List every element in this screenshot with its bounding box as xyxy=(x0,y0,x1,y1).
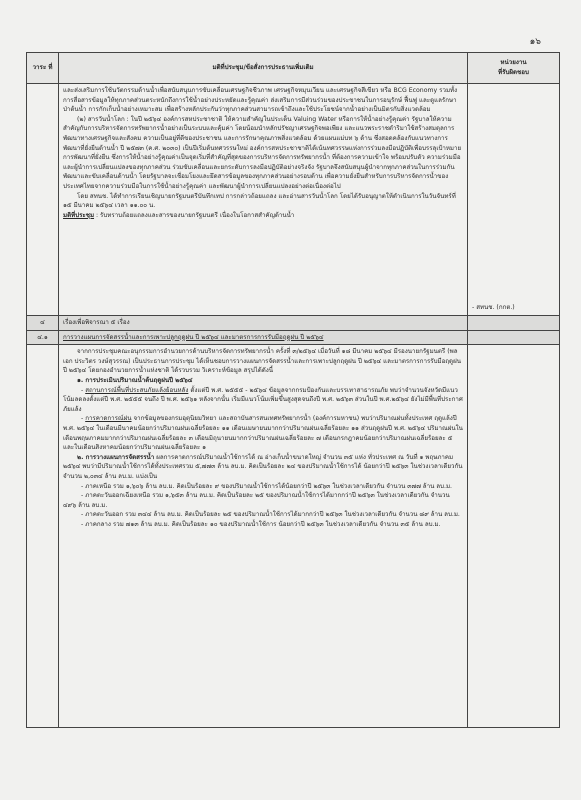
table-header-row xyxy=(27,53,560,84)
section-2 xyxy=(63,453,463,482)
table-row xyxy=(27,316,560,331)
row1-paragraph-1: และส่งเสริมการใช้นวัตกรรมด้านน้ำเพื่อสนับสนุนการขับเคลื่อนเศรษฐกิจชีวภาพ เศรษฐกิจหมุนเวียน และเศรษฐกิจสีเขียว หรือ BCG Economy รวมทั้งการสื่อสารข้อมูลให้ทุกภาคส่วนตระหนักถึงการใช้น้ำอย่างประหยัดและรู้คุณค่า ส่งเสริมการมีส่วนร่วมของประชาชนในการอนุรักษ์ ฟื้นฟู และดูแลรักษาป่าต้นน้ำ การกักเก็บน้ำอย่างเหมาะสม เพื่อสร้างหลักประกันว่าทุกภาคส่วนสามารถเข้าถึงและใช้ประโยชน์จากน้ำอย่างเป็นมิตรกับสิ่งแวดล้อม xyxy=(63,87,458,114)
minutes-table xyxy=(26,52,560,728)
resolution-text: : รับทราบถ้อยแถลงและสารของนายกรัฐมนตรี เนื่องในโอกาสสำคัญด้านน้ำ xyxy=(94,211,295,219)
table-row xyxy=(27,345,560,728)
section-2-heading: ๒. การวางแผนการจัดสรรน้ำ xyxy=(77,453,155,461)
row2-agency xyxy=(468,316,560,331)
page-number: ๑๖ xyxy=(529,37,541,47)
row1-paragraph-2: (๒) สารวันน้ำโลก : ในปี ๒๕๖๔ องค์การสหประชาชาติ ให้ความสำคัญในประเด็น Valuing Water หรือการให้น้ำอย่างรู้คุณค่า รัฐบาลให้ความสำคัญกับการบริหารจัดการทรัพยากรน้ำอย่างเป็นระบบและคุ้มค่า โดยน้อมนำหลักปรัชญาเศรษฐกิจพอเพียง และแนวพระราชดำริมาใช้สร้างสมดุลการพัฒนาทางเศรษฐกิจและสังคม ความเป็นอยู่ที่ดีของประชาชน และการรักษาคุณภาพสิ่งแวดล้อม ด้วยแผนแม่บท ๖ ด้าน ซึ่งสอดคล้องกับแนวทางการพัฒนาที่ยั่งยืนด้านน้ำ ปี ๒๕๗๓ (ค.ศ. ๒๐๓๐) เป็นปีเริ่มต้นทศวรรษใหม่ องค์การสหประชาชาติได้เน้นทศวรรษแห่งการร่วมลงมือปฏิบัติเพื่อบรรลุเป้าหมายการพัฒนาที่ยั่งยืน ซึ่งการให้น้ำอย่างรู้คุณค่าเป็นจุดเริ่มที่สำคัญที่สุดของการบริหารจัดการทรัพยากรน้ำ ที่ต้องการความเข้าใจ พร้อมปรับตัว ความร่วมมือ และผู้นำการเปลี่ยนแปลงของทุกภาคส่วน ร่วมขับเคลื่อนและยกระดับการลงมือปฏิบัติอย่างจริงจัง รัฐบาลจึงสนับสนุนผู้นำจากทุกภาคส่วนในการร่วมกันพัฒนาและขับเคลื่อนด้านน้ำ โดยรัฐบาลจะเชื่อมโยงและยึดสารข้อมูลของทุกภาคส่วนอย่างรอบด้าน เพื่อความยั่งยืนสำหรับการบริหารจัดการน้ำของประเทศไทยจากความร่วมมือในการใช้น้ำอย่างรู้คุณค่า และพัฒนาผู้นำการเปลี่ยนแปลงอย่างต่อเนื่องต่อไป xyxy=(63,115,462,190)
row4-content xyxy=(59,345,468,728)
section-1-heading: ๑. การประเมินปริมาณน้ำต้นฤดูฝนปี ๒๕๖๔ xyxy=(77,376,193,384)
row1-number xyxy=(27,84,59,316)
row4-intro: จากการประชุมคณะอนุกรรมการอำนวยการด้านบริหารจัดการทรัพยากรน้ำ ครั้งที่ ๓/๒๕๖๔ เมื่อวันที่ ๑๘ มีนาคม ๒๕๖๔ มีรองนายกรัฐมนตรี (พลเอก ประวิตร วงษ์สุวรรณ) เป็นประธานการประชุม ได้เห็นชอบการวางแผนการจัดสรรน้ำและการเพาะปลูกฤดูฝน ปี ๒๕๖๔ และมาตรการการรับมือฤดูฝน ปี ๒๕๖๔ โดยกองอำนวยการน้ำแห่งชาติ ได้รวบรวม วิเคราะห์ข้อมูล สรุปได้ดังนี้ xyxy=(63,348,461,375)
row3-agency xyxy=(468,330,560,345)
section-1b-label: การคาดการณ์ฝน xyxy=(85,415,132,423)
row4-number xyxy=(27,345,59,728)
resolution-label: มติที่ประชุม xyxy=(63,211,95,219)
section-1a-label: สถานการณ์พื้นที่ประสบภัยแล้งย้อนหลัง xyxy=(85,386,189,394)
row3-number: ๔.๑ xyxy=(27,330,59,345)
table-row xyxy=(27,330,560,345)
section-1a-text: ตั้งแต่ปี พ.ศ. ๒๕๕๕ - ๒๕๖๔ ข้อมูลจากกรมป้องกันและบรรเทาสาธารณภัย พบว่าจำนวนจังหวัดมีแนวโน้มลดลงตั้งแต่ปี พ.ศ. ๒๕๕๕ จนถึง ปี พ.ศ. ๒๕๖๑ หลังจากนั้น เริ่มมีแนวโน้มเพิ่มขึ้นสูงสุดจนถึงปี พ.ศ. ๒๕๖๓ ส่วนในปี พ.ศ.๒๕๖๔ ยังไม่มีพื้นที่ประกาศภัยแล้ง xyxy=(63,386,463,413)
row1-agency: - สทนช. (กกต.) xyxy=(472,304,515,312)
row1-agency-cell xyxy=(468,84,560,316)
section-1b-text: จากข้อมูลของกรมอุตุนิยมวิทยา และสถาบันสารสนเทศทรัพยากรน้ำ (องค์การมหาชน) พบว่าปริมาณฝนทั้งประเทศ ฤดูแล้งปี พ.ศ. ๒๕๖๔ ในเดือนมีนาคมน้อยกว่าปริมาณฝนเฉลี่ยร้อยละ ๑๑ เดือนเมษายนมากกว่าปริมาณฝนเฉลี่ยร้อยละ ๑๑ ส่วนฤดูฝนปี พ.ศ. ๒๕๖๔ ปริมาณฝนในเดือนพฤษภาคมมากกว่าปริมาณฝนเฉลี่ยร้อยละ ๓ เดือนมิถุนายนมากกว่าปริมาณฝนเฉลี่ยร้อยละ ๗ เดือนกรกฎาคมน้อยกว่าปริมาณฝนเฉลี่ยร้อยละ ๕ และในเดือนสิงหาคมน้อยกว่าปริมาณฝนเฉลี่ยร้อยละ ๑ xyxy=(63,415,463,452)
section-1b: - การคาดการณ์ฝน จากข้อมูลของกรมอุตุนิยมวิทยา และสถาบันสารสนเทศทรัพยากรน้ำ (องค์การมหาชน) พบว่าปริมาณฝนทั้งประเทศ ฤดูแล้งปี พ.ศ. ๒๕๖๔ ในเดือนมีนาคมน้อยกว่าปริมาณฝนเฉลี่ยร้อยละ ๑๑ เดือนเมษายนมากกว่าปริมาณฝนเฉลี่ยร้อยละ ๑๑ ส่วนฤดูฝนปี พ.ศ. ๒๕๖๔ ปริมาณฝนในเดือนพฤษภาคมมากกว่าปริมาณฝนเฉลี่ยร้อยละ ๓ เดือนมิถุนายนมากกว่าปริมาณฝนเฉลี่ยร้อยละ ๗ เดือนกรกฎาคมน้อยกว่าปริมาณฝนเฉลี่ยร้อยละ ๕ และในเดือนสิงหาคมน้อยกว่าปริมาณฝนเฉลี่ยร้อยละ ๑ xyxy=(63,415,463,452)
row1-resolution xyxy=(63,211,463,221)
header-agenda-number: วาระ ที่ xyxy=(27,53,59,84)
region-northeast: - ภาคตะวันออกเฉียงเหนือ รวม ๑,๖๕๓ ล้าน ลบ.ม. คิดเป็นร้อยละ ๒๕ ของปริมาณน้ำใช้การได้มากกว่าปี ๒๕๖๓ ในช่วงเวลาเดียวกัน จำนวน ๔๙๖ ล้าน ลบ.ม. xyxy=(63,492,450,509)
row4-agency xyxy=(468,345,560,728)
row1-content xyxy=(59,84,468,316)
row2-title: เรื่องเพื่อพิจารณา ๕ เรื่อง xyxy=(59,316,468,331)
region-east: - ภาคตะวันออก รวม ๓๔๔ ล้าน ลบ.ม. คิดเป็นร้อยละ ๒๕ ของปริมาณน้ำใช้การได้มากกว่าปี ๒๕๖๓ ในช่วงเวลาเดียวกัน จำนวน ๘๙ ล้าน ลบ.ม. xyxy=(81,511,460,519)
header-resolution: มติที่ประชุม/ข้อสั่งการประธานเพิ่มเติม xyxy=(59,53,468,84)
row3-title: การวางแผนการจัดสรรน้ำและการเพาะปลูกฤดูฝน ปี ๒๕๖๔ และมาตรการการรับมือฤดูฝน ปี ๒๕๖๔ xyxy=(59,330,468,345)
table-row xyxy=(27,84,560,316)
region-north: - ภาคเหนือ รวม ๑,๖๐๖ ล้าน ลบ.ม. คิดเป็นร้อยละ ๙ ของปริมาณน้ำใช้การได้น้อยกว่าปี ๒๕๖๓ ในช่วงเวลาเดียวกัน จำนวน ๓๗๗ ล้าน ลบ.ม. xyxy=(81,482,453,490)
row1-paragraph-3: โดย สทนช. ได้ทำการเรียนเชิญนายกรัฐมนตรีบันทึกเทป การกล่าวถ้อยแถลง และอ่านสารวันน้ำโลก โดยได้รับอนุญาตให้ดำเนินการในวันจันทร์ที่ ๑๕ มีนาคม ๒๕๖๔ เวลา ๑๑.๐๐ น. xyxy=(63,192,456,210)
header-agency-line1: หน่วยงาน xyxy=(500,59,527,67)
section-2-text: ผลการคาดการณ์ปริมาณน้ำใช้การได้ ณ อ่างเก็บน้ำขนาดใหญ่ จำนวน ๓๕ แห่ง ทั่วประเทศ ณ วันที่ ๑ พฤษภาคม ๒๕๖๔ พบว่ามีปริมาณน้ำใช้การได้ทั้งประเทศรวม ๕,๗๗๓ ล้าน ลบ.ม. คิดเป็นร้อยละ ๒๔ ของปริมาณน้ำใช้การได้ น้อยกว่าปี ๒๕๖๓ ในช่วงเวลาเดียวกัน จำนวน ๒,๐๓๔ ล้าน ลบ.ม. แบ่งเป็น xyxy=(63,453,463,480)
header-agency-line2: ที่รับผิดชอบ xyxy=(498,69,529,76)
section-1a: - สถานการณ์พื้นที่ประสบภัยแล้งย้อนหลัง ตั้งแต่ปี พ.ศ. ๒๕๕๕ - ๒๕๖๔ ข้อมูลจากกรมป้องกันและบรรเทาสาธารณภัย พบว่าจำนวนจังหวัดมีแนวโน้มลดลงตั้งแต่ปี พ.ศ. ๒๕๕๕ จนถึง ปี พ.ศ. ๒๕๖๑ หลังจากนั้น เริ่มมีแนวโน้มเพิ่มขึ้นสูงสุดจนถึงปี พ.ศ. ๒๕๖๓ ส่วนในปี พ.ศ.๒๕๖๔ ยังไม่มีพื้นที่ประกาศภัยแล้ง xyxy=(63,386,463,413)
region-central: - ภาคกลาง รวม ๗๑๓ ล้าน ลบ.ม. คิดเป็นร้อยละ ๑๐ ของปริมาณน้ำใช้การ น้อยกว่าปี ๒๕๖๓ ในช่วงเวลาเดียวกัน จำนวน ๓๕ ล้าน ลบ.ม. xyxy=(81,520,441,528)
header-responsible-agency xyxy=(468,53,560,84)
row2-number: ๔ xyxy=(27,316,59,331)
